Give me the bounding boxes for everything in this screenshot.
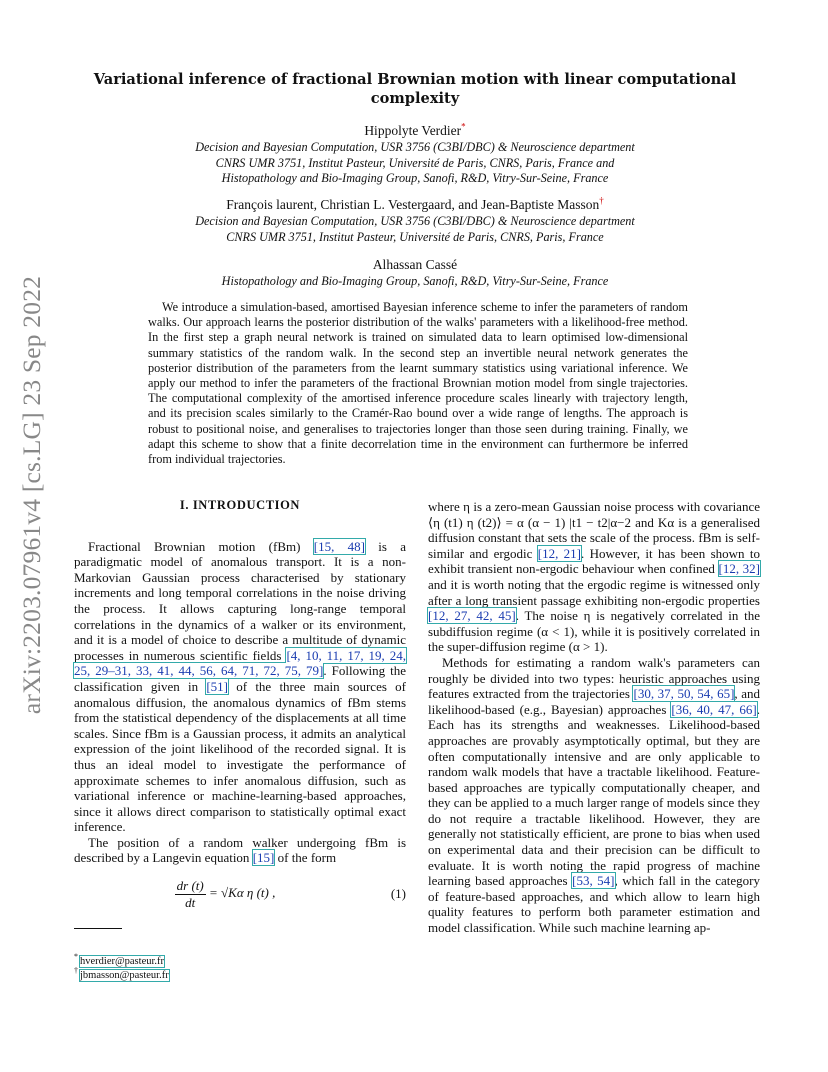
citation-link[interactable]: [15, 48] [313,538,365,554]
arxiv-identifier: arXiv:2203.07961v4 [cs.LG] 23 Sep 2022 [17,275,46,715]
affiliation: CNRS UMR 3751, Institut Pasteur, Université de Paris, CNRS, Paris, France and [215,155,615,170]
affiliation: Decision and Bayesian Computation, USR 3756 (C3BI/DBC) & Neuroscience department [195,140,635,154]
author-name: François laurent, Christian L. Vestergaard, and Jean-Baptiste Masson† [226,195,604,212]
affiliation: Histopathology and Bio-Imaging Group, Sanofi, R&D, Vitry-Sur-Seine, France [221,274,609,288]
paragraph: The position of a random walker undergoing fBm is described by a Langevin equation [15] of the form [74,834,406,866]
equation-fraction: $\frac{dr (t)}{dt}$ [176,878,204,910]
citation-link[interactable]: [12, 27, 42, 45] [428,608,516,624]
left-column [74,498,406,924]
citation-link[interactable]: [15] [252,850,275,866]
citation-link[interactable]: [12, 21] [537,545,582,561]
citation-link[interactable]: [4, 10, 11, 17, 19, 24, 25, 29–31, 33, 41, 44, 56, 64, 71, 72, 75, 79] [74,647,406,679]
footnote-mark[interactable]: † [599,195,604,206]
equation-1 [74,878,406,910]
email-link[interactable]: hverdier@pasteur.fr [80,955,165,967]
equation-rhs: = √Kα η (t) , [208,885,276,901]
equation-label: (1) [390,886,406,902]
affiliation: CNRS UMR 3751, Institut Pasteur, Université de Paris, CNRS, Paris, France [226,229,604,244]
paragraph: Fractional Brownian motion (fBm) [15, 48] is a paradigmatic model of anomalous transport. It is a non-Markovian Gaussian process characterised by stationary increments and long temporal correlations in the noise driving the process. It allows capturing long-range temporal correlations in the dynamics of a walker or its environment, and it is a model of choice to describe a multitude of dynamic processes in numerous scientific fields [4, 10, 11, 17, 19, 24, 25, 29–31, 33, 41, 44, 56, 64, 71, 72, 75, 79]. Following the classification given in [51] of the three main sources of anomalous diffusion, the anomalous dynamics of fBm stems from the statistical dependency of the displacements at all time scales. Since fBm is a Gaussian process, it admits an analytical expression of the joint likelihood of the recorded signal. It is thus an ideal model to investigate the performance of approximate schemes to infer anomalous diffusion, such as variational inference or machine-learning-based approaches, since it allows direct comparison to statistically optimal exact inference. [74,538,406,835]
footnote-mark[interactable]: * [461,121,466,132]
citation-link[interactable]: [36, 40, 47, 66] [671,701,757,717]
affiliation: Histopathology and Bio-Imaging Group, Sanofi, R&D, Vitry-Sur-Seine, France [221,171,609,185]
paragraph: Methods for estimating a random walk's parameters can roughly be divided into two types: heuristic approaches using features extracted from the trajectories [30, 37, 50, 54, 65], and likelihood-based (e.g., Bayesian) approaches [36, 40, 47, 66]. Each has its strengths and weaknesses. Likelihood-based approaches are provably asymptotically optimal, but they are often computationally intensive and are only applicable to random walk models that have a tractable likelihood. Feature-based approaches are typically computationally cheaper, and they can be applied to a much larger range of models since they do not require a tractable likelihood. However, they are generally not statistically efficient, are prone to bias when used on experimental data and their precision can be difficult to evaluate. It is worth noting the rapid progress of machine learning based approaches [53, 54], which fall in the category of feature-based approaches, and which allow to learn high quality features to perform both parameter estimation and model classification. While such machine learning ap- [428,654,760,936]
email-link[interactable]: jbmasson@pasteur.fr [80,969,169,981]
citation-link[interactable]: [30, 37, 50, 54, 65] [633,686,735,702]
arxiv-sidebar [2,275,62,715]
author-block-2 [120,197,710,245]
footnote-rule [74,928,122,929]
abstract: We introduce a simulation-based, amortised Bayesian inference scheme to infer the parameters of random walks. Our approach learns the posterior distribution of the walks' parameters with a likelihood-free method. In the first step a graph neural network is trained on simulated data to learn optimised low-dimensional summary statistics of the random walk. In the second step an invertible neural network generates the posterior distribution of the parameters from the learnt summary statistics using variational inference. We apply our method to infer the parameters of the fractional Brownian motion model from single trajectories. The computational complexity of the amortised inference procedure scales linearly with trajectory length, and its precision scales similarly to the Cramér-Rao bound over a wide range of lengths. The approach is robust to positional noise, and generalises to trajectories longer than those seen during training. Finally, we adapt this scheme to show that a finite decorrelation time in the environment can furthermore be inferred from individual trajectories. [148,300,688,467]
section-heading: I. INTRODUCTION [179,498,301,512]
affiliation: Decision and Bayesian Computation, USR 3756 (C3BI/DBC) & Neuroscience department [195,214,635,228]
citation-link[interactable]: [53, 54] [572,873,615,889]
citation-link[interactable]: [12, 32] [718,561,760,577]
footnote: † jbmasson@pasteur.fr [74,966,169,981]
author-name: Hippolyte Verdier* [364,121,466,138]
paper-title: Variational inference of fractional Brownian motion with linear computational complexity [93,71,737,107]
paragraph: where η is a zero-mean Gaussian noise process with covariance ⟨η (t1) η (t2)⟩ = α (α − 1) |t1 − t2|α−2 and Kα is a generalised diffusion constant that sets the scale of the process. fBm is self-similar and ergodic [12, 21]. However, it has been shown to exhibit transient non-ergodic behaviour when confined [12, 32] and it is worth noting that the ergodic regime is witnessed only after a long transient passage exhibiting non-ergodic properties [12, 27, 42, 45]. The noise η is negatively correlated in the subdiffusion regime (α < 1), while it is positively correlated in the super-diffusion regime (α > 1). [428,499,760,655]
author-block-3 [120,257,710,290]
author-block-1 [120,123,710,187]
right-column [428,499,760,936]
citation-link[interactable]: [51] [206,678,228,694]
author-name: Alhassan Cassé [372,257,458,272]
footnote: * hverdier@pasteur.fr [74,952,165,967]
